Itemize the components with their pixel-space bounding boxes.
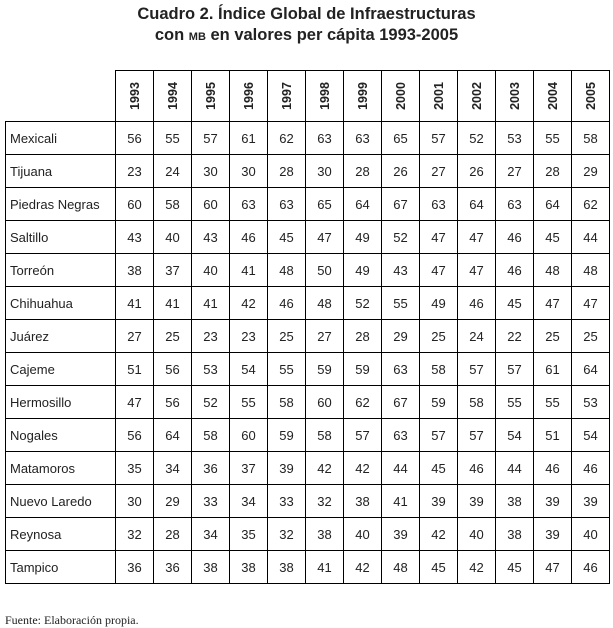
value-cell: 42 [306, 452, 344, 485]
title-line-1: Cuadro 2. Índice Global de Infraestructuras [137, 5, 476, 23]
value-cell: 57 [344, 419, 382, 452]
title-line-2 [0, 25, 613, 48]
value-cell: 51 [534, 419, 572, 452]
value-cell: 28 [268, 155, 306, 188]
table-row [6, 485, 610, 518]
value-cell: 41 [230, 254, 268, 287]
year-label: 2002 [469, 82, 484, 110]
value-cell: 47 [420, 221, 458, 254]
value-cell: 49 [420, 287, 458, 320]
value-cell: 48 [572, 254, 610, 287]
infrastructure-index-table [5, 70, 610, 584]
value-cell: 41 [382, 485, 420, 518]
table-row [6, 518, 610, 551]
year-header [154, 71, 192, 122]
value-cell: 45 [534, 221, 572, 254]
city-name: Nogales [6, 419, 116, 452]
value-cell: 46 [458, 287, 496, 320]
table-row [6, 320, 610, 353]
city-name: Tijuana [6, 155, 116, 188]
value-cell: 23 [230, 320, 268, 353]
value-cell: 45 [496, 287, 534, 320]
value-cell: 29 [572, 155, 610, 188]
year-header [192, 71, 230, 122]
value-cell: 47 [572, 287, 610, 320]
value-cell: 54 [230, 353, 268, 386]
value-cell: 64 [458, 188, 496, 221]
source-note: Fuente: Elaboración propia. [5, 613, 139, 627]
value-cell: 38 [496, 518, 534, 551]
city-name: Tampico [6, 551, 116, 584]
year-header [116, 71, 154, 122]
city-name: Cajeme [6, 353, 116, 386]
title-line-2-prefix: con [154, 26, 189, 44]
value-cell: 63 [230, 188, 268, 221]
city-name: Reynosa [6, 518, 116, 551]
value-cell: 32 [116, 518, 154, 551]
value-cell: 39 [458, 485, 496, 518]
value-cell: 42 [420, 518, 458, 551]
value-cell: 45 [268, 221, 306, 254]
value-cell: 46 [268, 287, 306, 320]
value-cell: 58 [458, 386, 496, 419]
value-cell: 48 [382, 551, 420, 584]
value-cell: 22 [496, 320, 534, 353]
year-header [420, 71, 458, 122]
value-cell: 23 [116, 155, 154, 188]
year-header [344, 71, 382, 122]
table-row [6, 188, 610, 221]
value-cell: 64 [344, 188, 382, 221]
value-cell: 55 [230, 386, 268, 419]
value-cell: 60 [230, 419, 268, 452]
value-cell: 49 [344, 221, 382, 254]
city-name: Matamoros [6, 452, 116, 485]
city-name: Mexicali [6, 122, 116, 155]
value-cell: 50 [306, 254, 344, 287]
value-cell: 47 [458, 254, 496, 287]
value-cell: 53 [572, 386, 610, 419]
city-name: Saltillo [6, 221, 116, 254]
value-cell: 58 [154, 188, 192, 221]
value-cell: 38 [192, 551, 230, 584]
value-cell: 57 [458, 419, 496, 452]
value-cell: 44 [382, 452, 420, 485]
year-label: 2004 [545, 82, 560, 110]
value-cell: 43 [382, 254, 420, 287]
table-row [6, 221, 610, 254]
year-header [572, 71, 610, 122]
value-cell: 59 [420, 386, 458, 419]
value-cell: 47 [458, 221, 496, 254]
value-cell: 46 [496, 221, 534, 254]
value-cell: 52 [458, 122, 496, 155]
year-label: 1999 [355, 82, 370, 110]
value-cell: 43 [116, 221, 154, 254]
value-cell: 45 [420, 551, 458, 584]
value-cell: 46 [572, 452, 610, 485]
value-cell: 27 [306, 320, 344, 353]
value-cell: 48 [268, 254, 306, 287]
value-cell: 63 [420, 188, 458, 221]
value-cell: 64 [154, 419, 192, 452]
value-cell: 33 [192, 485, 230, 518]
value-cell: 41 [192, 287, 230, 320]
value-cell: 57 [496, 353, 534, 386]
year-label: 1995 [203, 82, 218, 110]
value-cell: 55 [496, 386, 534, 419]
value-cell: 38 [306, 518, 344, 551]
value-cell: 60 [192, 188, 230, 221]
value-cell: 47 [116, 386, 154, 419]
value-cell: 63 [306, 122, 344, 155]
value-cell: 56 [154, 353, 192, 386]
value-cell: 25 [154, 320, 192, 353]
value-cell: 47 [534, 287, 572, 320]
value-cell: 58 [420, 353, 458, 386]
value-cell: 26 [382, 155, 420, 188]
year-label: 2001 [431, 82, 446, 110]
value-cell: 43 [192, 221, 230, 254]
value-cell: 40 [154, 221, 192, 254]
value-cell: 27 [116, 320, 154, 353]
value-cell: 34 [230, 485, 268, 518]
value-cell: 25 [268, 320, 306, 353]
value-cell: 35 [116, 452, 154, 485]
table-row [6, 452, 610, 485]
value-cell: 25 [534, 320, 572, 353]
value-cell: 49 [344, 254, 382, 287]
value-cell: 51 [116, 353, 154, 386]
value-cell: 27 [420, 155, 458, 188]
value-cell: 29 [382, 320, 420, 353]
value-cell: 63 [268, 188, 306, 221]
table-row [6, 254, 610, 287]
value-cell: 59 [268, 419, 306, 452]
value-cell: 48 [306, 287, 344, 320]
value-cell: 41 [116, 287, 154, 320]
value-cell: 61 [534, 353, 572, 386]
value-cell: 63 [382, 419, 420, 452]
city-name: Juárez [6, 320, 116, 353]
year-header [458, 71, 496, 122]
value-cell: 47 [420, 254, 458, 287]
value-cell: 63 [382, 353, 420, 386]
value-cell: 42 [344, 452, 382, 485]
value-cell: 47 [306, 221, 344, 254]
value-cell: 52 [382, 221, 420, 254]
year-header [496, 71, 534, 122]
header-corner [6, 71, 116, 122]
table-row [6, 287, 610, 320]
city-name: Nuevo Laredo [6, 485, 116, 518]
value-cell: 47 [534, 551, 572, 584]
value-cell: 37 [230, 452, 268, 485]
city-name: Torreón [6, 254, 116, 287]
value-cell: 65 [306, 188, 344, 221]
value-cell: 54 [572, 419, 610, 452]
value-cell: 60 [306, 386, 344, 419]
value-cell: 45 [496, 551, 534, 584]
value-cell: 63 [496, 188, 534, 221]
value-cell: 55 [382, 287, 420, 320]
value-cell: 25 [572, 320, 610, 353]
value-cell: 40 [344, 518, 382, 551]
value-cell: 64 [572, 353, 610, 386]
value-cell: 38 [116, 254, 154, 287]
value-cell: 57 [420, 419, 458, 452]
value-cell: 52 [192, 386, 230, 419]
value-cell: 39 [572, 485, 610, 518]
year-label: 1996 [241, 82, 256, 110]
value-cell: 38 [268, 551, 306, 584]
city-name: Hermosillo [6, 386, 116, 419]
year-label: 2005 [583, 82, 598, 110]
year-header [230, 71, 268, 122]
value-cell: 36 [116, 551, 154, 584]
table-row [6, 353, 610, 386]
value-cell: 42 [344, 551, 382, 584]
value-cell: 46 [534, 452, 572, 485]
value-cell: 56 [116, 122, 154, 155]
year-label: 2000 [393, 82, 408, 110]
value-cell: 58 [572, 122, 610, 155]
city-name: Chihuahua [6, 287, 116, 320]
year-label: 1993 [127, 82, 142, 110]
table-row [6, 551, 610, 584]
value-cell: 58 [268, 386, 306, 419]
header-row [6, 71, 610, 122]
year-label: 1998 [317, 82, 332, 110]
year-label: 2003 [507, 82, 522, 110]
value-cell: 67 [382, 188, 420, 221]
value-cell: 34 [192, 518, 230, 551]
title-abbreviation: MB [188, 31, 206, 43]
value-cell: 28 [344, 320, 382, 353]
value-cell: 55 [154, 122, 192, 155]
value-cell: 55 [534, 386, 572, 419]
value-cell: 45 [420, 452, 458, 485]
value-cell: 46 [458, 452, 496, 485]
value-cell: 39 [268, 452, 306, 485]
value-cell: 30 [230, 155, 268, 188]
value-cell: 36 [192, 452, 230, 485]
table-body [6, 122, 610, 584]
value-cell: 44 [572, 221, 610, 254]
value-cell: 60 [116, 188, 154, 221]
value-cell: 39 [534, 485, 572, 518]
value-cell: 58 [306, 419, 344, 452]
value-cell: 64 [534, 188, 572, 221]
value-cell: 57 [458, 353, 496, 386]
year-label: 1994 [165, 82, 180, 110]
table-row [6, 122, 610, 155]
year-header [306, 71, 344, 122]
value-cell: 38 [496, 485, 534, 518]
value-cell: 36 [154, 551, 192, 584]
city-name: Piedras Negras [6, 188, 116, 221]
value-cell: 30 [192, 155, 230, 188]
value-cell: 62 [344, 386, 382, 419]
value-cell: 38 [230, 551, 268, 584]
value-cell: 41 [306, 551, 344, 584]
value-cell: 46 [230, 221, 268, 254]
value-cell: 61 [230, 122, 268, 155]
value-cell: 54 [496, 419, 534, 452]
value-cell: 40 [192, 254, 230, 287]
value-cell: 38 [344, 485, 382, 518]
value-cell: 53 [192, 353, 230, 386]
value-cell: 40 [572, 518, 610, 551]
value-cell: 46 [496, 254, 534, 287]
value-cell: 23 [192, 320, 230, 353]
value-cell: 28 [154, 518, 192, 551]
value-cell: 25 [420, 320, 458, 353]
value-cell: 29 [154, 485, 192, 518]
value-cell: 26 [458, 155, 496, 188]
value-cell: 52 [344, 287, 382, 320]
value-cell: 42 [230, 287, 268, 320]
value-cell: 24 [458, 320, 496, 353]
value-cell: 53 [496, 122, 534, 155]
value-cell: 39 [534, 518, 572, 551]
table-row [6, 386, 610, 419]
value-cell: 39 [382, 518, 420, 551]
value-cell: 58 [192, 419, 230, 452]
value-cell: 57 [420, 122, 458, 155]
year-label: 1997 [279, 82, 294, 110]
value-cell: 59 [306, 353, 344, 386]
value-cell: 46 [572, 551, 610, 584]
value-cell: 41 [154, 287, 192, 320]
value-cell: 65 [382, 122, 420, 155]
value-cell: 62 [572, 188, 610, 221]
value-cell: 42 [458, 551, 496, 584]
value-cell: 37 [154, 254, 192, 287]
table-row [6, 155, 610, 188]
value-cell: 33 [268, 485, 306, 518]
value-cell: 30 [116, 485, 154, 518]
value-cell: 35 [230, 518, 268, 551]
value-cell: 57 [192, 122, 230, 155]
year-header [534, 71, 572, 122]
value-cell: 40 [458, 518, 496, 551]
year-header [382, 71, 420, 122]
year-header [268, 71, 306, 122]
value-cell: 67 [382, 386, 420, 419]
title-line-2-suffix: en valores per cápita 1993-2005 [205, 26, 459, 44]
value-cell: 63 [344, 122, 382, 155]
value-cell: 48 [534, 254, 572, 287]
value-cell: 59 [344, 353, 382, 386]
table-title [0, 4, 613, 48]
value-cell: 55 [534, 122, 572, 155]
value-cell: 27 [496, 155, 534, 188]
value-cell: 39 [420, 485, 458, 518]
value-cell: 28 [344, 155, 382, 188]
value-cell: 30 [306, 155, 344, 188]
value-cell: 44 [496, 452, 534, 485]
value-cell: 56 [116, 419, 154, 452]
value-cell: 34 [154, 452, 192, 485]
value-cell: 32 [306, 485, 344, 518]
value-cell: 56 [154, 386, 192, 419]
value-cell: 28 [534, 155, 572, 188]
value-cell: 32 [268, 518, 306, 551]
table-row [6, 419, 610, 452]
value-cell: 62 [268, 122, 306, 155]
value-cell: 24 [154, 155, 192, 188]
value-cell: 55 [268, 353, 306, 386]
